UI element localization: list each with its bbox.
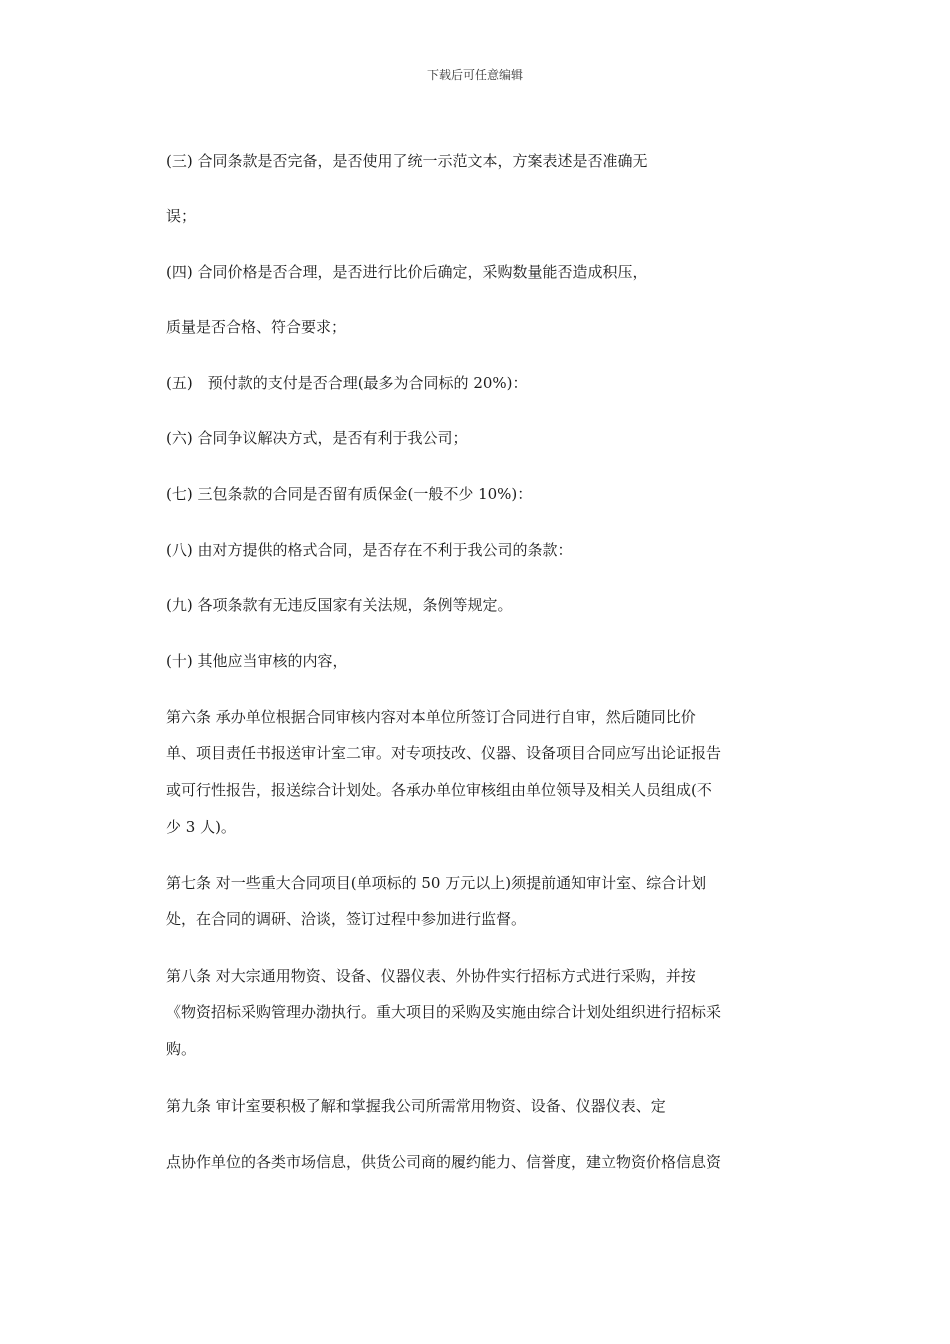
text-line: 或可行性报告，报送综合计划处。各承办单位审核组由单位领导及相关人员组成(不 [166, 781, 712, 799]
text-line: (五) 预付款的支付是否合理(最多为合同标的 20%)： [166, 374, 528, 392]
text-line: (六) 合同争议解决方式，是否有利于我公司； [166, 429, 468, 447]
text-line: (八) 由对方提供的格式合同，是否存在不利于我公司的条款： [166, 541, 573, 559]
text-line: 质量是否合格、符合要求； [166, 318, 347, 336]
text-line: 第九条 审计室要积极了解和掌握我公司所需常用物资、设备、仪器仪表、定 [166, 1097, 666, 1115]
text-line: 处，在合同的调研、洽谈，签订过程中参加进行监督。 [166, 910, 527, 928]
text-line: 第六条 承办单位根据合同审核内容对本单位所签订合同进行自审，然后随同比价 [166, 708, 696, 726]
text-line: 第八条 对大宗通用物资、设备、仪器仪表、外协件实行招标方式进行采购，并按 [166, 967, 696, 985]
text-line: (十) 其他应当审核的内容， [166, 652, 348, 670]
text-line: (七) 三包条款的合同是否留有质保金(一般不少 10%)： [166, 485, 533, 503]
text-line: (四) 合同价格是否合理，是否进行比价后确定，采购数量能否造成积压， [166, 263, 648, 281]
page-header: 下载后可任意编辑 [426, 68, 523, 82]
text-line: 少 3 人)。 [166, 818, 236, 836]
text-line: 第七条 对一些重大合同项目(单项标的 50 万元以上)须提前通知审计室、综合计划 [166, 874, 707, 892]
text-line: (九) 各项条款有无违反国家有关法规，条例等规定。 [166, 596, 513, 614]
text-line: (三) 合同条款是否完备，是否使用了统一示范文本，方案表述是否准确无 [166, 152, 648, 170]
text-line: 购。 [166, 1040, 197, 1058]
text-line: 《物资招标采购管理办渤执行。重大项目的采购及实施由综合计划处组织进行招标采 [166, 1003, 722, 1021]
text-line: 单、项目责任书报送审计室二审。对专项技改、仪器、设备项目合同应写出论证报告 [166, 744, 722, 762]
text-line: 误； [166, 207, 197, 225]
text-line: 点协作单位的各类市场信息，供货公司商的履约能力、信誉度，建立物资价格信息资 [166, 1153, 722, 1171]
